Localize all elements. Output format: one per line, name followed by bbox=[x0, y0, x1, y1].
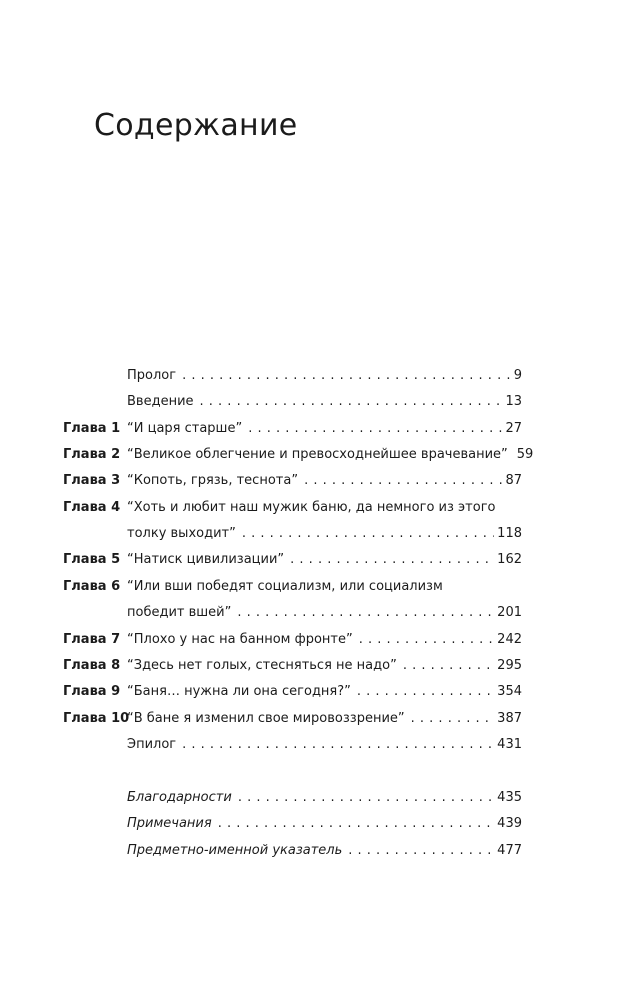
entry-title: Благодарности bbox=[127, 790, 232, 805]
entry-title: Введение bbox=[127, 394, 194, 409]
chapter-number: Глава 1 bbox=[63, 421, 121, 436]
page-number: 59 bbox=[516, 447, 534, 462]
entry-title: “Баня… нужна ли она сегодня?” bbox=[127, 684, 351, 699]
toc-entry-acknowledgments[interactable] bbox=[0, 785, 644, 811]
dot-leader bbox=[357, 679, 494, 705]
dot-leader bbox=[182, 732, 494, 758]
entry-title: “Плохо у нас на банном фронте” bbox=[127, 632, 353, 647]
dot-leader bbox=[182, 363, 511, 389]
entry-title: победит вшей” bbox=[127, 605, 232, 620]
page-number: 431 bbox=[497, 737, 522, 752]
dot-leader bbox=[237, 600, 494, 626]
toc-entry-chapter-4-continued[interactable] bbox=[0, 521, 644, 547]
chapter-number: Глава 5 bbox=[63, 552, 121, 567]
toc-entry-prologue[interactable] bbox=[0, 363, 644, 389]
chapter-number: Глава 7 bbox=[63, 632, 121, 647]
page-number: 201 bbox=[497, 605, 522, 620]
dot-leader bbox=[304, 468, 502, 494]
chapter-number: Глава 8 bbox=[63, 658, 121, 673]
dot-leader bbox=[403, 653, 494, 679]
page-number: 27 bbox=[505, 421, 522, 436]
entry-title: “Великое облегчение и превосходнейшее врачевание” bbox=[127, 447, 508, 462]
chapter-number: Глава 4 bbox=[63, 500, 121, 515]
dot-leader bbox=[411, 706, 495, 732]
page-number: 9 bbox=[513, 368, 522, 383]
toc-entry-epilogue[interactable] bbox=[0, 732, 644, 758]
toc-entry-chapter-4[interactable] bbox=[0, 495, 644, 521]
page-number: 87 bbox=[505, 473, 522, 488]
page-number: 242 bbox=[497, 632, 522, 647]
entry-title: Примечания bbox=[127, 816, 212, 831]
page-number: 13 bbox=[505, 394, 522, 409]
entry-title: толку выходит” bbox=[127, 526, 236, 541]
toc-entry-chapter-6[interactable] bbox=[0, 574, 644, 600]
entry-title: Предметно-именной указатель bbox=[127, 843, 343, 858]
dot-leader bbox=[348, 838, 494, 864]
toc-entry-chapter-7[interactable] bbox=[0, 627, 644, 653]
dot-leader bbox=[290, 547, 494, 573]
chapter-number: Глава 9 bbox=[63, 684, 121, 699]
page-number: 387 bbox=[497, 711, 522, 726]
dot-leader bbox=[359, 627, 494, 653]
page-number: 354 bbox=[497, 684, 522, 699]
entry-title: “И царя старше” bbox=[127, 421, 243, 436]
dot-leader bbox=[238, 785, 494, 811]
entry-title: Пролог bbox=[127, 368, 177, 383]
entry-title: “Натиск цивилизации” bbox=[127, 552, 285, 567]
toc-entry-introduction[interactable] bbox=[0, 389, 644, 415]
dot-leader bbox=[248, 416, 502, 442]
toc-entry-chapter-3[interactable] bbox=[0, 468, 644, 494]
toc-entry-chapter-5[interactable] bbox=[0, 547, 644, 573]
page-number: 477 bbox=[497, 843, 522, 858]
toc-entry-notes[interactable] bbox=[0, 811, 644, 837]
entry-title: “Хоть и любит наш мужик баню, да немного из этого bbox=[127, 500, 496, 515]
entry-title: “Копоть, грязь, теснота” bbox=[127, 473, 299, 488]
dot-leader bbox=[242, 521, 494, 547]
chapter-number: Глава 10 bbox=[63, 711, 130, 726]
chapter-number: Глава 3 bbox=[63, 473, 121, 488]
entry-title: “В бане я изменил свое мировоззрение” bbox=[127, 711, 405, 726]
page-number: 439 bbox=[497, 816, 522, 831]
toc-entry-chapter-10[interactable] bbox=[0, 706, 644, 732]
chapter-number: Глава 2 bbox=[63, 447, 121, 462]
dot-leader bbox=[200, 389, 503, 415]
entry-title: Эпилог bbox=[127, 737, 177, 752]
entry-title: “Или вши победят социализм, или социализм bbox=[127, 579, 443, 594]
toc-entry-chapter-6-continued[interactable] bbox=[0, 600, 644, 626]
page-number: 162 bbox=[497, 552, 522, 567]
page-number: 118 bbox=[497, 526, 522, 541]
page-number: 295 bbox=[497, 658, 522, 673]
toc-entry-chapter-8[interactable] bbox=[0, 653, 644, 679]
toc-entry-chapter-9[interactable] bbox=[0, 679, 644, 705]
toc-entry-chapter-1[interactable] bbox=[0, 416, 644, 442]
entry-title: “Здесь нет голых, стесняться не надо” bbox=[127, 658, 397, 673]
toc-entry-index[interactable] bbox=[0, 838, 644, 864]
dot-leader bbox=[218, 811, 494, 837]
chapter-number: Глава 6 bbox=[63, 579, 121, 594]
toc-entry-chapter-2[interactable] bbox=[0, 442, 644, 468]
page-number: 435 bbox=[497, 790, 522, 805]
page-title: Содержание bbox=[94, 108, 298, 143]
